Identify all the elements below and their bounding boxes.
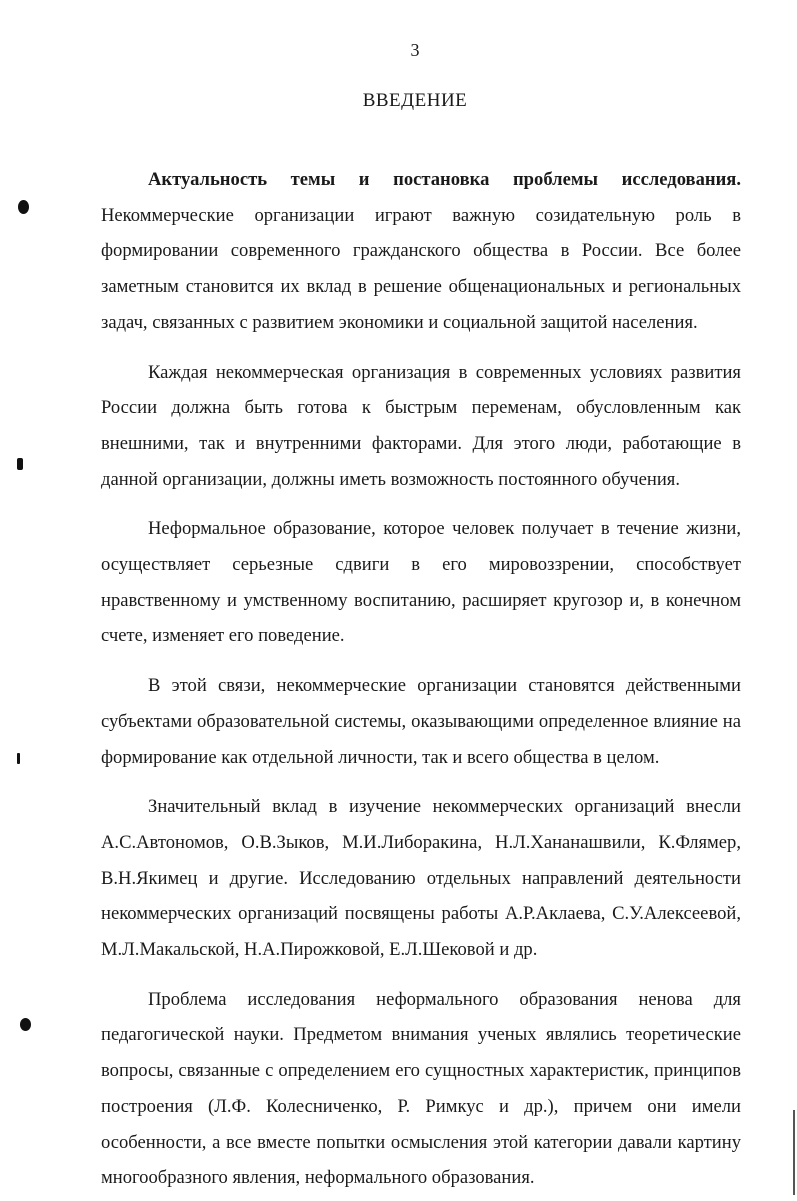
paragraph-relevance <box>101 162 741 341</box>
paragraph-text: Неформальное образование, которое человек получает в течение жизни, осуществляет серьезные сдвиги в его мировоззрении, способствует нравственному и умственному воспитанию, расширяет кругозор и, в конечном счете, изменяет его поведение. <box>101 518 741 647</box>
binding-hole-mark <box>20 1018 31 1031</box>
paragraph-text: Проблема исследования неформального образования ненова для педагогической науки. Предметом внимания ученых являлись теоретические вопросы, связанные с определением его сущностных характеристик, принципов построения (Л.Ф. Колесниченко, Р. Римкус и др.), причем они имели особенности, а все вместе попытки осмысления этой категории давали картину многообразного явления, неформального образования. <box>101 988 741 1189</box>
scan-edge-line <box>793 1110 795 1195</box>
page-heading: ВВЕДЕНИЕ <box>362 90 468 111</box>
paragraph-text: Каждая некоммерческая организация в современных условиях развития России должна быть готова к быстрым переменам, обусловленным как внешними, так и внутренними факторами. Для этого люди, работающие в данной организации, должны иметь возможность постоянного обучения. <box>101 361 741 490</box>
binding-hole-mark <box>17 458 23 470</box>
binding-hole-mark <box>18 200 29 214</box>
body-text <box>101 162 741 1196</box>
binding-hole-mark <box>17 753 20 764</box>
paragraph-lead: Актуальность темы и постановка проблемы исследования. <box>148 169 741 190</box>
page-number: 3 <box>410 40 420 60</box>
paragraph-text: В этой связи, некоммерческие организации становятся действенными субъектами образовательной системы, оказывающими определенное влияние на формирование как отдельной личности, так и всего общества в целом. <box>101 675 741 768</box>
paragraph-text: Некоммерческие организации играют важную созидательную роль в формировании современного гражданского общества в России. Все более заметным становится их вклад в решение общенациональных и региональных задач, связанных с развитием экономики и социальной защитой населения. <box>101 204 741 333</box>
paragraph-text: Значительный вклад в изучение некоммерческих организаций внесли А.С.Автономов, О.В.Зыков, М.И.Либоракина, Н.Л.Хананашвили, К.Флямер, В.Н.Якимец и другие. Исследованию отдельных направлений деятельности некоммерческих организаций посвящены работы А.Р.Аклаева, С.У.Алексеевой, М.Л.Макальской, Н.А.Пирожковой, Е.Л.Шековой и др. <box>101 796 741 961</box>
